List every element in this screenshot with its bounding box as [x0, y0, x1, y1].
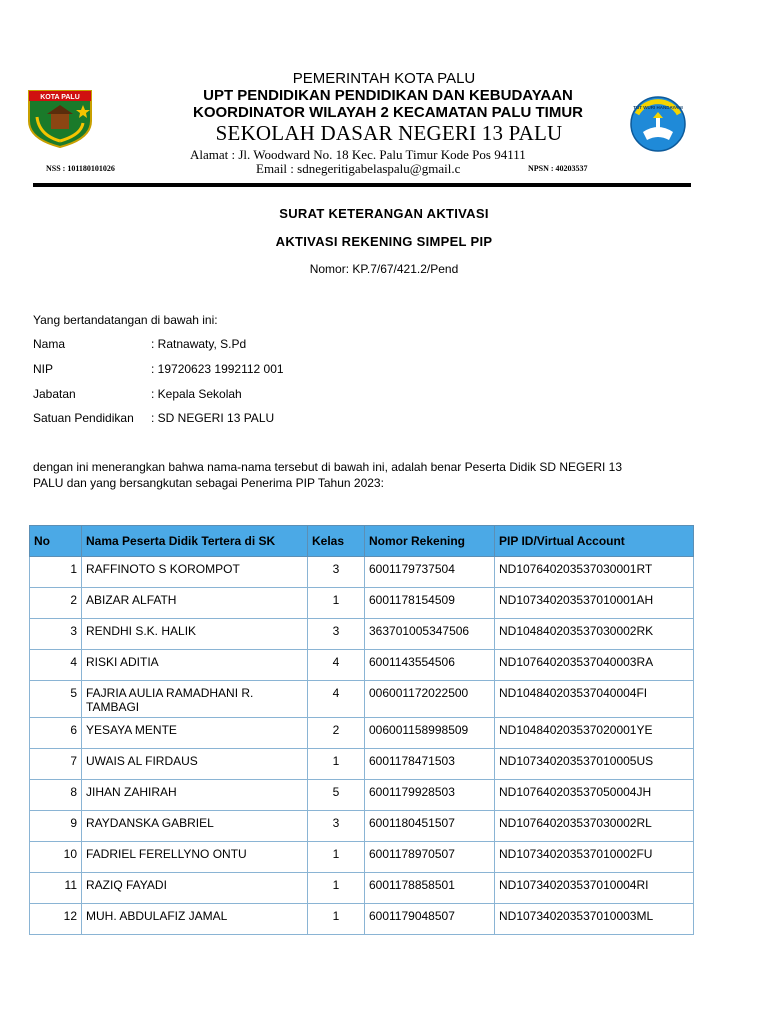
cell-class: 1	[308, 749, 365, 780]
npsn-number: NPSN : 40203537	[528, 164, 588, 173]
cell-no: 3	[30, 619, 82, 650]
signer-intro: Yang bertandatangan di bawah ini:	[33, 313, 218, 327]
cell-account: 6001178154509	[365, 588, 495, 619]
field-value-unit: : SD NEGERI 13 PALU	[151, 411, 275, 425]
cell-name: FAJRIA AULIA RAMADHANI R. TAMBAGI	[82, 681, 308, 718]
table-row	[30, 842, 694, 873]
cell-class: 1	[308, 588, 365, 619]
table-row	[30, 904, 694, 935]
cell-name: RAYDANSKA GABRIEL	[82, 811, 308, 842]
cell-pip-id: ND107340203537010002FU	[495, 842, 694, 873]
cell-no: 11	[30, 873, 82, 904]
cell-class: 4	[308, 650, 365, 681]
cell-class: 1	[308, 873, 365, 904]
cell-class: 4	[308, 681, 365, 718]
cell-account: 363701005347506	[365, 619, 495, 650]
statement-line-1: dengan ini menerangkan bahwa nama-nama tersebut di bawah ini, adalah benar Peserta Didik SD NEGERI 13	[33, 460, 623, 474]
school-name: SEKOLAH DASAR NEGERI 13 PALU	[215, 121, 563, 145]
cell-account: 6001179048507	[365, 904, 495, 935]
cell-account: 6001179928503	[365, 780, 495, 811]
cell-pip-id: ND107640203537030001RT	[495, 557, 694, 588]
pip-recipient-table	[29, 525, 694, 935]
cell-name: FADRIEL FERELLYNO ONTU	[82, 842, 308, 873]
cell-no: 12	[30, 904, 82, 935]
kota-palu-logo-text: KOTA PALU	[40, 94, 80, 101]
table-row	[30, 780, 694, 811]
table-row	[30, 873, 694, 904]
col-header-name: Nama Peserta Didik Tertera di SK	[82, 526, 308, 557]
col-header-account: Nomor Rekening	[365, 526, 495, 557]
cell-name: YESAYA MENTE	[82, 718, 308, 749]
cell-no: 7	[30, 749, 82, 780]
cell-pip-id: ND107640203537050004JH	[495, 780, 694, 811]
document-number: Nomor: KP.7/67/421.2/Pend	[309, 262, 459, 276]
cell-class: 1	[308, 842, 365, 873]
field-label-position: Jabatan	[33, 387, 76, 401]
field-label-unit: Satuan Pendidikan	[33, 411, 134, 425]
field-label-name: Nama	[33, 337, 66, 351]
cell-no: 9	[30, 811, 82, 842]
cell-class: 5	[308, 780, 365, 811]
field-value-name: : Ratnawaty, S.Pd	[151, 337, 247, 351]
letterhead-rule	[33, 183, 691, 187]
table-row	[30, 811, 694, 842]
cell-name: JIHAN ZAHIRAH	[82, 780, 308, 811]
cell-account: 6001178858501	[365, 873, 495, 904]
table-row	[30, 650, 694, 681]
cell-pip-id: ND104840203537040004FI	[495, 681, 694, 718]
cell-account: 006001172022500	[365, 681, 495, 718]
cell-name: UWAIS AL FIRDAUS	[82, 749, 308, 780]
cell-class: 1	[308, 904, 365, 935]
col-header-no: No	[30, 526, 82, 557]
cell-no: 1	[30, 557, 82, 588]
table-row	[30, 681, 694, 718]
cell-no: 5	[30, 681, 82, 718]
cell-name: RAZIQ FAYADI	[82, 873, 308, 904]
cell-no: 2	[30, 588, 82, 619]
cell-name: RENDHI S.K. HALIK	[82, 619, 308, 650]
tut-wuri-logo-text: TUT WURI HANDAYANI	[633, 105, 683, 110]
table-row	[30, 718, 694, 749]
cell-account: 6001178471503	[365, 749, 495, 780]
cell-account: 6001143554506	[365, 650, 495, 681]
cell-no: 10	[30, 842, 82, 873]
cell-pip-id: ND107340203537010004RI	[495, 873, 694, 904]
cell-no: 6	[30, 718, 82, 749]
table-row	[30, 749, 694, 780]
nss-number: NSS : 101180101026	[46, 164, 115, 173]
table-header-row	[30, 526, 694, 557]
cell-pip-id: ND104840203537030002RK	[495, 619, 694, 650]
cell-no: 4	[30, 650, 82, 681]
field-value-position: : Kepala Sekolah	[151, 387, 242, 401]
cell-name: RAFFINOTO S KOROMPOT	[82, 557, 308, 588]
cell-account: 6001179737504	[365, 557, 495, 588]
cell-name: RISKI ADITIA	[82, 650, 308, 681]
cell-no: 8	[30, 780, 82, 811]
statement-line-2: PALU dan yang bersangkutan sebagai Penerima PIP Tahun 2023:	[33, 476, 384, 490]
col-header-class: Kelas	[308, 526, 365, 557]
cell-account: 006001158998509	[365, 718, 495, 749]
cell-pip-id: ND104840203537020001YE	[495, 718, 694, 749]
gov-heading: PEMERINTAH KOTA PALU	[292, 70, 476, 87]
cell-name: MUH. ABDULAFIZ JAMAL	[82, 904, 308, 935]
school-address: Alamat : Jl. Woodward No. 18 Kec. Palu Timur Kode Pos 94111	[190, 147, 526, 162]
document-subtitle: AKTIVASI REKENING SIMPEL PIP	[275, 234, 493, 249]
cell-pip-id: ND107340203537010005US	[495, 749, 694, 780]
cell-account: 6001178970507	[365, 842, 495, 873]
cell-name: ABIZAR ALFATH	[82, 588, 308, 619]
cell-class: 2	[308, 718, 365, 749]
table-row	[30, 588, 694, 619]
cell-pip-id: ND107340203537010003ML	[495, 904, 694, 935]
table-row	[30, 619, 694, 650]
office-heading: UPT PENDIDIKAN PENDIDIKAN DAN KEBUDAYAAN	[203, 87, 573, 104]
region-heading: KOORDINATOR WILAYAH 2 KECAMATAN PALU TIMUR	[193, 104, 583, 121]
cell-pip-id: ND107640203537040003RA	[495, 650, 694, 681]
table-row	[30, 557, 694, 588]
school-email: Email : sdnegeritigabelaspalu@gmail.c	[256, 161, 461, 176]
cell-class: 3	[308, 557, 365, 588]
field-value-nip: : 19720623 1992112 001	[151, 362, 284, 376]
cell-pip-id: ND107340203537010001AH	[495, 588, 694, 619]
cell-class: 3	[308, 811, 365, 842]
field-label-nip: NIP	[33, 362, 54, 376]
col-header-pip-id: PIP ID/Virtual Account	[495, 526, 694, 557]
cell-pip-id: ND107640203537030002RL	[495, 811, 694, 842]
cell-account: 6001180451507	[365, 811, 495, 842]
cell-class: 3	[308, 619, 365, 650]
document-title: SURAT KETERANGAN AKTIVASI	[279, 206, 489, 221]
